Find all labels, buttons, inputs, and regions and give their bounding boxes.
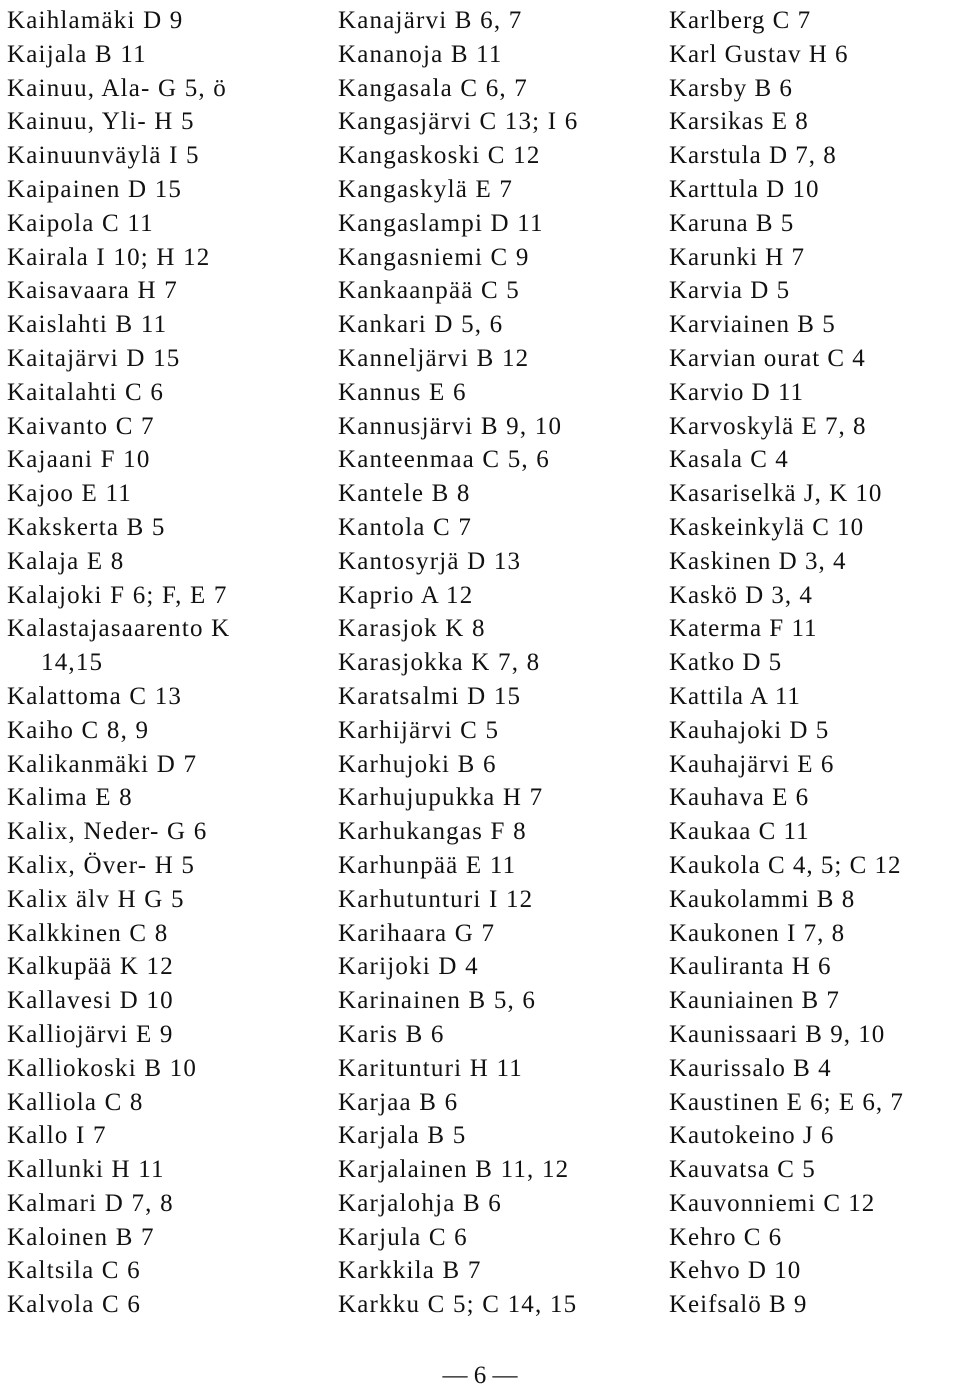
index-entry: Kairala I 10; H 12: [7, 243, 211, 271]
index-column-3: [669, 4, 959, 1322]
index-entry: Kaskinen D 3, 4: [669, 547, 847, 575]
index-entry: Kasala C 4: [669, 446, 789, 474]
index-entry: Kauvatsa C 5: [669, 1156, 816, 1184]
index-entry: Kalmari D 7, 8: [7, 1189, 174, 1217]
index-entry: Karhunpää E 11: [338, 851, 517, 879]
index-entry: Kauliranta H 6: [669, 953, 832, 981]
index-entry: Karatsalmi D 15: [338, 682, 522, 710]
index-entry: Karasjok K 8: [338, 615, 486, 643]
index-entry: Karjula C 6: [338, 1223, 468, 1251]
index-entry: Kallavesi D 10: [7, 987, 174, 1015]
index-entry: Karjala B 5: [338, 1122, 467, 1150]
index-entry: Karitunturi H 11: [338, 1054, 523, 1082]
index-entry: Kaitajärvi D 15: [7, 344, 181, 372]
index-entry: Kalliola C 8: [7, 1088, 144, 1116]
index-entry: Kankaanpää C 5: [338, 277, 521, 305]
index-entry: Karvoskylä E 7, 8: [669, 412, 867, 440]
index-entry: Kaivanto C 7: [7, 412, 155, 440]
index-entry: Karvio D 11: [669, 378, 805, 406]
index-entry: Kauhajärvi E 6: [669, 750, 835, 778]
index-entry: Kaukola C 4, 5; C 12: [669, 851, 902, 879]
index-entry: Kaijala B 11: [7, 40, 147, 68]
index-entry: Kaprio A 12: [338, 581, 474, 609]
index-entry: Kaiho C 8, 9: [7, 716, 150, 744]
index-entry: Karhujoki B 6: [338, 750, 497, 778]
index-entry: Kallunki H 11: [7, 1156, 165, 1184]
index-entry: Kalastajasaarento K: [7, 615, 231, 643]
index-entry: Kantola C 7: [338, 513, 473, 541]
index-entry: Karlberg C 7: [669, 7, 812, 34]
index-entry: Kantele B 8: [338, 480, 471, 508]
index-entry: Kaskeinkylä C 10: [669, 513, 865, 541]
index-entry: Kaukaa C 11: [669, 818, 810, 846]
index-entry: Kanteenmaa C 5, 6: [338, 446, 551, 474]
index-entry: Kangaskoski C 12: [338, 142, 541, 170]
index-entry: Kaltsila C 6: [7, 1257, 141, 1285]
index-entry: Karis B 6: [338, 1020, 445, 1048]
page-number: — 6 —: [442, 1362, 518, 1389]
index-entry: Kangasniemi C 9: [338, 243, 530, 271]
index-entry: 14,15: [41, 649, 104, 677]
index-entry: Kallo I 7: [7, 1122, 107, 1150]
index-entry: Karunki H 7: [669, 243, 805, 271]
index-column-2: [338, 4, 663, 1322]
index-entry: Karl Gustav H 6: [669, 40, 849, 68]
index-entry: Kalima E 8: [7, 784, 133, 812]
index-entry: Kaustinen E 6; E 6, 7: [669, 1088, 904, 1116]
index-entry: Kalkkinen C 8: [7, 919, 169, 947]
index-entry: Kaitalahti C 6: [7, 378, 165, 406]
index-entry: Kaihlamäki D 9: [7, 7, 184, 34]
index-entry: Karjaa B 6: [338, 1088, 459, 1116]
index-entry: Karihaara G 7: [338, 919, 496, 947]
index-entry: Karjalohja B 6: [338, 1189, 502, 1217]
index-entry: Karviainen B 5: [669, 311, 836, 339]
index-entry: Kaukolammi B 8: [669, 885, 856, 913]
index-entry: Karinainen B 5, 6: [338, 987, 537, 1015]
index-entry: Kattila A 11: [669, 682, 801, 710]
index-entry: Kakskerta B 5: [7, 513, 166, 541]
index-entry: Kalliokoski B 10: [7, 1054, 198, 1082]
index-entry: Karijoki D 4: [338, 953, 479, 981]
index-entry: Kautokeino J 6: [669, 1122, 835, 1150]
index-entry: Karkku C 5; C 14, 15: [338, 1291, 578, 1319]
index-entry: Kantosyrjä D 13: [338, 547, 522, 575]
index-entry: Kaipola C 11: [7, 209, 154, 237]
index-column-1: [7, 4, 325, 1322]
index-entry: Kehvo D 10: [669, 1257, 802, 1285]
index-entry: Kaukonen I 7, 8: [669, 919, 846, 947]
index-entry: Kangasjärvi C 13; I 6: [338, 108, 579, 136]
index-entry: Karasjokka K 7, 8: [338, 649, 541, 677]
index-entry: Karhijärvi C 5: [338, 716, 500, 744]
index-entry: Kalikanmäki D 7: [7, 750, 198, 778]
index-entry: Karvia D 5: [669, 277, 791, 305]
index-entry: Karhujupukka H 7: [338, 784, 544, 812]
index-entry: Karstula D 7, 8: [669, 142, 837, 170]
index-entry: Kainuu, Yli- H 5: [7, 108, 195, 136]
index-entry: Kajaani F 10: [7, 446, 151, 474]
index-entry: Kalix, Neder- G 6: [7, 818, 208, 846]
index-entry: Kangaskylä E 7: [338, 175, 514, 203]
index-entry: Kalajoki F 6; F, E 7: [7, 581, 228, 609]
index-entry: Karttula D 10: [669, 175, 820, 203]
index-entry: Kaurissalo B 4: [669, 1054, 832, 1082]
index-entry: Karsikas E 8: [669, 108, 809, 136]
index-entry: Kalkupää K 12: [7, 953, 174, 981]
index-entry: Kalliojärvi E 9: [7, 1020, 174, 1048]
index-entry: Kauhajoki D 5: [669, 716, 830, 744]
index-entry: Kaislahti B 11: [7, 311, 168, 339]
index-entry: Kalaja E 8: [7, 547, 125, 575]
index-entry: Kehro C 6: [669, 1223, 783, 1251]
index-entry: Karsby B 6: [669, 74, 793, 102]
index-entry: Kannusjärvi B 9, 10: [338, 412, 563, 440]
index-entry: Kalvola C 6: [7, 1291, 142, 1319]
index-entry: Kaloinen B 7: [7, 1223, 155, 1251]
index-entry: Kainuunväylä I 5: [7, 142, 200, 170]
index-entry: Kainuu, Ala- G 5, ö: [7, 74, 227, 102]
index-entry: Karhukangas F 8: [338, 818, 527, 846]
index-entry: Kalix älv H G 5: [7, 885, 185, 913]
index-entry: Kaunissaari B 9, 10: [669, 1020, 886, 1048]
index-entry: Katko D 5: [669, 649, 783, 677]
index-entry: Karjalainen B 11, 12: [338, 1156, 570, 1184]
index-entry: Karuna B 5: [669, 209, 795, 237]
index-entry: Kalix, Över- H 5: [7, 851, 196, 879]
index-entry: Kauniainen B 7: [669, 987, 840, 1015]
index-entry: Kangaslampi D 11: [338, 209, 544, 237]
index-entry: Kanajärvi B 6, 7: [338, 7, 523, 34]
index-entry: Kasariselkä J, K 10: [669, 480, 883, 508]
index-entry: Kaisavaara H 7: [7, 277, 178, 305]
index-entry: Karhutunturi I 12: [338, 885, 534, 913]
index-entry: Kauhava E 6: [669, 784, 810, 812]
index-entry: Karkkila B 7: [338, 1257, 482, 1285]
index-entry: Kauvonniemi C 12: [669, 1189, 876, 1217]
index-entry: Kaipainen D 15: [7, 175, 183, 203]
index-entry: Kajoo E 11: [7, 480, 132, 508]
index-entry: Kankari D 5, 6: [338, 311, 504, 339]
index-entry: Kananoja B 11: [338, 40, 503, 68]
index-entry: Kanneljärvi B 12: [338, 344, 530, 372]
index-entry: Karvian ourat C 4: [669, 344, 866, 372]
index-entry: Keifsalö B 9: [669, 1291, 808, 1319]
index-entry: Kaskö D 3, 4: [669, 581, 813, 609]
index-entry: Kalattoma C 13: [7, 682, 183, 710]
index-entry: Kangasala C 6, 7: [338, 74, 528, 102]
index-entry: Kannus E 6: [338, 378, 467, 406]
index-entry: Katerma F 11: [669, 615, 818, 643]
